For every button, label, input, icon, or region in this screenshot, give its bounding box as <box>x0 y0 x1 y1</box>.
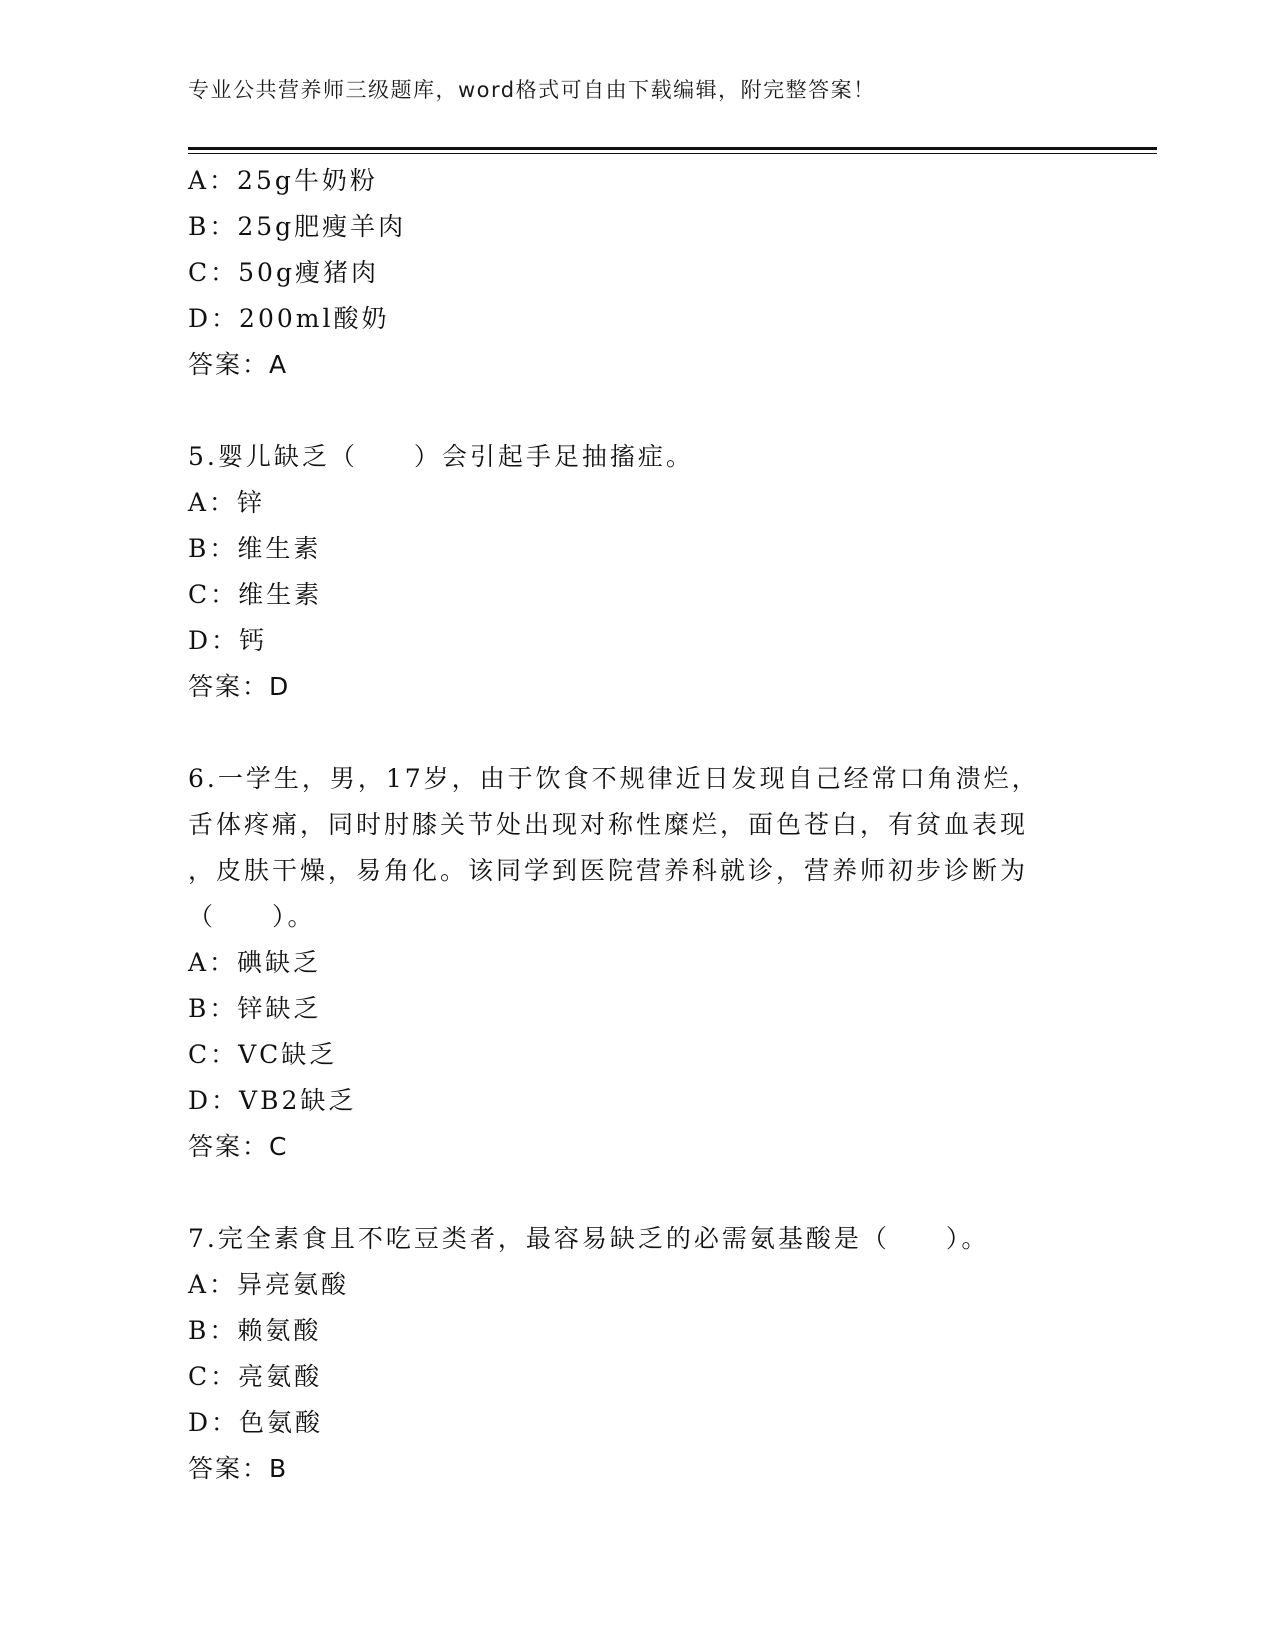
option-c: C：维生素 <box>188 580 323 609</box>
option-c: C：亮氨酸 <box>188 1362 323 1391</box>
question-text-line-4: （ ）。 <box>188 902 316 931</box>
option-b: B：25g肥瘦羊肉 <box>188 212 407 241</box>
question-text-line-3: ，皮肤干燥，易角化。该同学到医院营养科就诊，营养师初步诊断为 <box>188 856 1029 885</box>
spacer <box>188 710 1068 756</box>
spacer <box>188 388 1068 434</box>
option-a: A：25g牛奶粉 <box>188 166 378 195</box>
option-b: B：锌缺乏 <box>188 994 322 1023</box>
question-7 <box>188 1216 1068 1492</box>
question-5 <box>188 434 1068 710</box>
option-d: D：钙 <box>188 626 268 655</box>
option-c: C：50g瘦猪肉 <box>188 258 379 287</box>
option-a: A：异亮氨酸 <box>188 1270 350 1299</box>
question-list <box>188 158 1068 1492</box>
page-header: 专业公共营养师三级题库，word格式可自由下载编辑，附完整答案！ <box>188 78 876 102</box>
option-d: D：色氨酸 <box>188 1408 324 1437</box>
answer: 答案：A <box>188 350 289 379</box>
option-d: D：200ml酸奶 <box>188 304 390 333</box>
answer: 答案：B <box>188 1454 289 1483</box>
option-d: D：VB2缺乏 <box>188 1086 357 1115</box>
question-text: 5.婴儿缺乏（ ）会引起手足抽搐症。 <box>188 442 694 471</box>
spacer <box>188 1170 1068 1216</box>
question-text-line-2: 舌体疼痛，同时肘膝关节处出现对称性糜烂，面色苍白，有贫血表现 <box>188 810 1029 839</box>
answer: 答案：D <box>188 672 291 701</box>
option-a: A：锌 <box>188 488 266 517</box>
option-a: A：碘缺乏 <box>188 948 322 977</box>
question-6 <box>188 756 1068 1170</box>
header-rule-thin <box>188 153 1157 154</box>
question-4 <box>188 158 1068 388</box>
header-rule-thick <box>188 147 1157 150</box>
answer: 答案：C <box>188 1132 289 1161</box>
option-b: B：维生素 <box>188 534 322 563</box>
question-text-line-1: 6.一学生，男，17岁，由于饮食不规律近日发现自己经常口角溃烂， <box>188 764 1040 793</box>
option-c: C：VC缺乏 <box>188 1040 338 1069</box>
option-b: B：赖氨酸 <box>188 1316 322 1345</box>
question-text: 7.完全素食且不吃豆类者，最容易缺乏的必需氨基酸是（ ）。 <box>188 1224 990 1253</box>
